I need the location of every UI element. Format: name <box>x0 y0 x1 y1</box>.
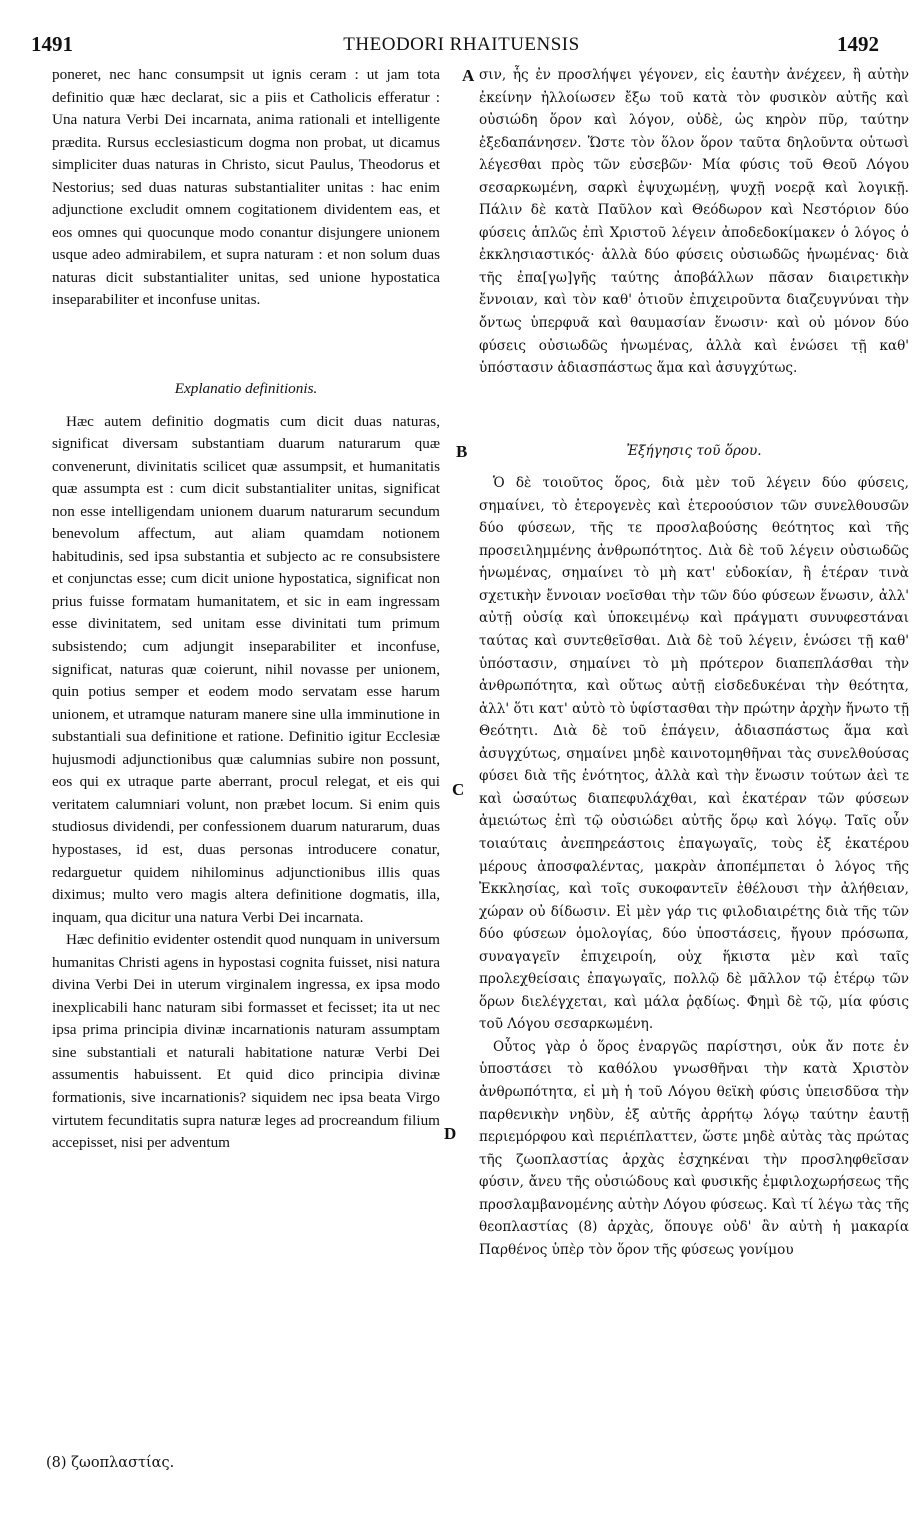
page-number-left: 1491 <box>31 32 73 56</box>
greek-paragraph-3: Οὗτος γὰρ ὁ ὅρος ἐναργῶς παρίστησι, οὐκ ἄν ποτε ἐν ὑποστάσει τὸ καθόλου γνωσθῆναι τὴν κατὰ Χριστὸν ἀνθρωπότητα, εἰ μὴ ἡ τοῦ Λόγου θεϊκὴ φύσις ὑπεισδῦσα τὴν παρθενικὴν νηδὺν, ἐξ αὐτῆς ἀρρήτῳ λόγῳ ταύτην ἑαυτῇ περιεμόρφου καὶ περιέπλαττεν, ὥστε μηδὲ αὐτὰς τὰς πρώτας τῆς ζωοπλαστίας ἀρχὰς ἐσχηκέναι τὴν προσληφθεῖσαν φύσιν, ἄνευ τῆς οὐσιώδους καὶ φυσικῆς ἐμφιλοχωρήσεως τῆς προσλαμβανομένης αὐτὴν Λόγου φύσεως. Καὶ τί λέγω τὰς τῆς θεοπλαστίας (8) ἀρχὰς, ὅπουγε οὐδ' ἂν αὐτὴ ἡ μακαρία Παρθένος ὑπὲρ τὸν ὅρον τῆς φύσεως γονίμου <box>479 1038 910 1258</box>
page-header <box>0 32 923 58</box>
latin-paragraph-2: Hæc autem definitio dogmatis cum dicit duas naturas, significat diversam substantiam duarum naturarum quæ convenerunt, divinitatis scilicet quæ assumpsit, et humanitatis quæ assumpta est : cum dicit substantialiter unitas, significat non esse intelligendam unionem duarum naturarum secundum benevolum affectum, aut aliam quamdam notionem habitudinis, sed ipsa substantia et subjecto ac re consubsistere et conjunctas esse; cum dicit unione hypostatica, significat non prius fuisse formatam humanitatem, et sic in eam ingressam esse divinitatem, sed unitam esse divinitati tum primum subsistendo; cum adjungit inseparabiliter et inconfuse, significat, naturas quæ coierunt, nihil novasse per unionem, quin potius semper et eodem modo servatam esse harum unionem, et utramque naturam manere sine ulla imminutione in substantiali sua definitione et ratione. Definitio igitur Ecclesiæ hujusmodi adjunctionibus quæ calumnias subire non possunt, eos qui ex utraque parte aberrant, procul relegat, et eis qui veritatem calumniari volunt, non præbet locum. Si enim quis studiosus dividendi, per confessionem duarum naturarum, duas hypostases, id est, duas personas introducere conatur, redarguetur quidem nihilominus adjunctionibus illis quas diximus; multo vero magis altera definitione dogmatis, illa, inquam, qua dicitur una natura Verbi Dei incarnata. <box>52 412 440 926</box>
margin-letter-a: A <box>462 66 475 85</box>
margin-letter-d: D <box>444 1124 457 1143</box>
latin-column <box>52 64 440 1155</box>
latin-section-title: Explanatio definitionis. <box>174 380 318 398</box>
page-number-right: 1492 <box>837 32 879 56</box>
greek-section-title: Ἐξήγησις τοῦ ὅρου. <box>626 442 762 459</box>
greek-column <box>479 64 909 1261</box>
margin-letter-c: C <box>452 780 465 799</box>
greek-paragraph-2: Ὁ δὲ τοιοῦτος ὅρος, διὰ μὲν τοῦ λέγειν δύο φύσεις, σημαίνει, τὸ ἑτερογενὲς καὶ ἑτεροούσιον τῶν συνελθουσῶν δύο φύσεων, τῆς τε προσλαβούσης θεότητος καὶ τῆς προσειλημμένης ἀνθρωπότητος. Διὰ δὲ τοῦ λέγειν οὐσιωδῶς ἡνωμένας, σημαίνει τὸ μὴ κατ' εὐδοκίαν, ἢ ἑτέραν τινὰ σχετικὴν ἔννοιαν νοεῖσθαι τὴν τῶν δύο φύσεων ἕνωσιν, ἀλλ' αὐτῇ οὐσίᾳ καὶ ὑποκειμένῳ καὶ πράγματι συνυφεστάναι ταύτας καὶ συντεθεῖσθαι. Διὰ δὲ τοῦ λέγειν, ἑνώσει τῇ καθ' ὑπόστασιν, σημαίνει τὸ μὴ πρότερον διαπεπλάσθαι τὴν ἀνθρωπότητα, καὶ οὕτως αὐτῇ εἰσδεδυκέναι τὴν θεότητα, ἀλλ' ὅτι κατ' αὐτὸ τὸ ὑφίστασθαι τὴν πρώτην ἀρχὴν ἥνωτο τῇ Θεότητι. Διὰ δὲ τοῦ ἐπάγειν, ἀδιασπάστως ἅμα καὶ ἀσυγχύτως, σημαίνει μηδὲ καινοτομηθῆναι τὰς συνελθούσας φύσει διὰ τῆς ἑνότητος, ἀλλὰ καὶ τὴν ἕνωσιν τούτων ἀεὶ τε καὶ ὡσαύτως διαπεφυλάχθαι, καὶ ἑκατέραν τῶν φύσεων ἀμειώτως ἐπὶ τῷ οὐσιώδει αὐτῆς ὅρῳ καὶ λόγῳ. Ταῖς οὖν τοιαύταις ἀνεπηρεάστοις ἐπαγωγαῖς, τοὺς ἐξ ἑκατέρου μέρους ἀποσφαλέντας, μακρὰν ἀποπέμπεται ὁ λόγος τῆς Ἐκκλησίας, καὶ τοῖς συκοφαντεῖν ἐθέλουσι τὴν ἀλήθειαν, χώραν οὐ δίδωσιν. Εἰ μὲν γάρ τις φιλοδιαιρέτης διὰ τῆς τῶν δύο φύσεων ὁμολογίας, δύο ὑποστάσεις, ἤγουν πρόσωπα, συναγαγεῖν ἐπιχειροίη, οὐχ ἥκιστα μὲν καὶ ταῖς προλεχθείσαις ἐπαγωγαῖς, πολλῷ δὲ μᾶλλον τῷ ἑτέρῳ τῶν ὅρων διελέγχεται, καὶ μάλα ῥᾳδίως. Φημὶ δὲ τῷ, μία φύσις τοῦ Λόγου σεσαρκωμένη. <box>479 475 909 1033</box>
running-title: THEODORI RHAITUENSIS <box>343 34 580 55</box>
margin-letter-b: B <box>456 442 468 461</box>
latin-paragraph-3: Hæc definitio evidenter ostendit quod nunquam in universum humanitas Christi agens in hypostasi cognita fuisset, nisi natura divina Verbi Dei in uterum virginalem ingressa, ex ipsa modo inexplicabili hanc naturam sibi formasset et fecisset; ita ut nec ipsa prima principia divinæ incarnationis naturam assumptam sine substantiali et naturali habitatione naturæ Verbi Dei assumentis habuissent. Et quid dico principia divinæ formationis, sive incarnationis? siquidem nec ipsa beata Virgo virtutem fecunditatis supra naturæ leges ad procreandum filium accepisset, nisi per adventum <box>52 931 440 1152</box>
latin-paragraph-1: poneret, nec hanc consumpsit ut ignis ceram : ut jam tota definitio quæ hæc declarat, sic a piis et Catholicis efferatur : Una natura Verbi Dei incarnata, anima rationali et intelligente prædita. Rursus ecclesiasticum dogma non probat, ut dicamus simpliciter duas naturas in Christo, sicut Paulus, Theodorus et Nestorius; sed duas naturas substantialiter unitas : hac enim adjunctione excludit omnem cogitationem dividentem eas, et eos omnes qui quocunque modo conantur disjungere unionem usque adeo admirabilem, et supra naturam : et non solum duas naturas dicit substantialiter unitas, sed unione hypostatica inseparabiliter et inconfuse unitas. <box>52 66 440 309</box>
greek-paragraph-1: σιν, ἧς ἐν προσλήψει γέγονεν, εἰς ἑαυτὴν ἀνέχεεν, ἢ αὐτὴν ἐκείνην ἠλλοίωσεν ἔξω τοῦ κατὰ τὸν φυσικὸν αὐτῆς καὶ οὐσιώδη ὅρον καὶ λόγον, οὐδὲ, ὡς κηρὸν πῦρ, ταύτην ἐξεδαπάνησεν. Ὥστε τὸν ὅλον ὅρον ταῦτα δηλοῦντα οὑτωσὶ λέγεσθαι πρὸς τῶν εὐσεβῶν· Μία φύσις τοῦ Θεοῦ Λόγου σεσαρκωμένη, σαρκὶ ἐψυχωμένῃ, ψυχῇ νοερᾷ καὶ λογικῇ. Πάλιν δὲ κατὰ Παῦλον καὶ Θεόδωρον καὶ Νεστόριον δύο φύσεις ἁπλῶς ἐπὶ Χριστοῦ λέγειν ἀποδεδοκίμακεν ὁ λόγος ὁ ἐκκλησιαστικός· ἀλλὰ δύο φύσεις οὐσιωδῶς ἡνωμένας· διὰ τῆς ἐπα[γω]γῆς ταύτης ἀποβάλλων πᾶσαν διαιρετικὴν ἔννοιαν, καὶ τὸν καθ' ὁτιοῦν ἐπιχειροῦντα διαζευγνύναι τὴν ὄντως ὑπερφυᾶ καὶ θαυμασίαν ἕνωσιν· καὶ οὐ μόνον δύο φύσεις οὐσιωδῶς ἡνωμένας, ἀλλὰ καὶ ἑνώσει τῇ καθ' ὑπόστασιν ἀδιασπάστως ἅμα καὶ ἀσυγχύτως. <box>479 67 909 377</box>
footnote: (8) ζωοπλαστίας. <box>46 1455 175 1471</box>
